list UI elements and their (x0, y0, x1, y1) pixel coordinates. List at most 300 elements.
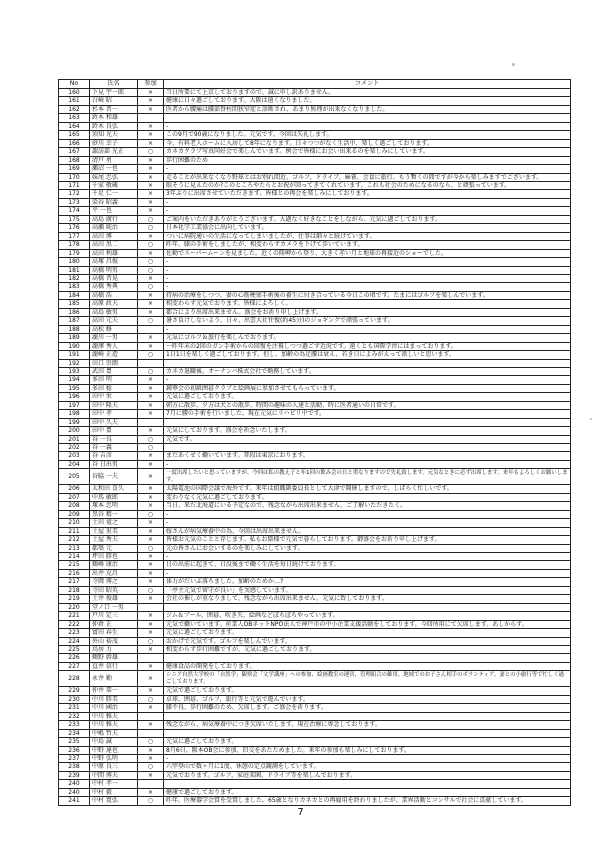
member-name: 田中 隆夫 (90, 401, 138, 409)
member-comment: - (164, 198, 571, 206)
member-name: 寺岡 博之 (90, 578, 138, 586)
row-number: 233 (59, 721, 90, 729)
member-name: 高田 博 (90, 232, 138, 240)
member-comment: 8月6日、阪本OB会に参加、旧交をあたためました。来年の参加も楽しみにしております。 (164, 746, 571, 754)
member-comment (164, 780, 571, 788)
member-comment: 暑さ負けしないよう、日々、出雲大社往復(約45分)のジョギングで頑張っています。 (164, 317, 571, 325)
attendance-mark: ○ (138, 283, 164, 291)
member-name: 中村 寛弘 (90, 797, 138, 805)
table-row (59, 620, 571, 628)
member-comment: - (164, 122, 571, 130)
member-name: 鶴野 幹雄 (90, 654, 138, 662)
header-attendance: 参加 (138, 80, 164, 89)
attendance-mark: × (138, 89, 164, 97)
member-comment: 健康に日々過ごしております。大阪は遠くなりました。 (164, 97, 571, 105)
member-name: 都築 元 (90, 544, 138, 552)
member-name: 鈴木 良弘 (90, 122, 138, 130)
member-comment: 卓球、囲碁、ゴルフ、旅行等と元気で遊んでいます。 (164, 695, 571, 703)
table-row (59, 519, 571, 527)
member-name: 土田 竜之 (90, 519, 138, 527)
table-row (59, 460, 571, 468)
member-name: 瀧澤 秀人 (90, 342, 138, 350)
member-name: 寺田 昭英 (90, 586, 138, 594)
row-number: 191 (59, 351, 90, 359)
table-row (59, 283, 571, 291)
member-name: 坪田 勝也 (90, 553, 138, 561)
row-number: 198 (59, 410, 90, 418)
member-name: 谷 一義 (90, 444, 138, 452)
table-row (59, 729, 571, 737)
table-row (59, 207, 571, 215)
member-name: 土屋 秀夫 (90, 536, 138, 544)
member-name: 高松 修 (90, 325, 138, 333)
member-comment: 会社の催しが重なりまして、残念ながら出席出来ません。元気に致しております。 (164, 595, 571, 603)
member-name: 瀧崎 正造 (90, 351, 138, 359)
member-comment: 嫁さんが病気療養中の為、今回は出席出来ません。 (164, 527, 571, 535)
attendance-mark: × (138, 536, 164, 544)
table-row (59, 629, 571, 637)
attendance-mark: × (138, 401, 164, 409)
table-row (59, 687, 571, 695)
member-name: 染谷 昭義 (90, 198, 138, 206)
member-name: 中嶋 哲夫 (90, 729, 138, 737)
table-row (59, 695, 571, 703)
table-row (59, 637, 571, 645)
member-name: 仲倉 正 (90, 620, 138, 628)
table-row (59, 274, 571, 282)
member-comment: 元の皆さんにお会いするのを楽しみにしています。 (164, 544, 571, 552)
attendance-mark: × (138, 156, 164, 164)
member-name: 谷 日出男 (90, 460, 138, 468)
member-name: 中馬 敏郎 (90, 493, 138, 501)
attendance-mark: × (138, 249, 164, 257)
attendance-mark: ○ (138, 637, 164, 645)
attendance-mark: × (138, 620, 164, 628)
attendance-mark: × (138, 771, 164, 779)
table-row (59, 771, 571, 779)
member-comment: 医者から腰痛は腰部脊柱間狭窄症と診断され、あまり無理が出来なくなりました。 (164, 105, 571, 113)
member-comment: 3年ぶりに出席させていただきます。皆様との再会を楽しみにしております。 (164, 190, 571, 198)
member-name: 田中 豊 (90, 427, 138, 435)
table-row (59, 89, 571, 97)
member-name: 高橋 明男 (90, 266, 138, 274)
table-row (59, 325, 571, 333)
table-row (59, 704, 571, 712)
member-name: 諏訪部 光正 (90, 148, 138, 156)
member-comment: 1日1日を楽しく過ごしております。但し、加齢の為足腰は衰え、若き日によみがえって欲しいと思います。 (164, 351, 571, 359)
member-comment: - (164, 569, 571, 577)
member-name: 中村 毅 (90, 788, 138, 796)
member-comment: この9月で90歳になりました。元気です。今回は失礼します。 (164, 131, 571, 139)
row-number: 203 (59, 452, 90, 460)
attendance-mark: × (138, 173, 164, 181)
member-comment: 鐘華会の初級囲碁クラブと絵画展に参加させてもらっています。 (164, 384, 571, 392)
member-comment: - (164, 460, 571, 468)
table-row (59, 122, 571, 130)
member-comment: 一昨年末の2回のガン手術からの回復を注視しつつ過ごず近況です。遠くとも国際学習にはまっております。 (164, 342, 571, 350)
row-number: 187 (59, 317, 90, 325)
row-number: 164 (59, 122, 90, 130)
row-number: 215 (59, 561, 90, 569)
member-comment: - (164, 510, 571, 518)
table-row (59, 401, 571, 409)
member-name: 中島 誠 (90, 738, 138, 746)
attendance-mark: × (138, 427, 164, 435)
member-comment: 体力がだいぶ落ちました。加齢のためか…? (164, 578, 571, 586)
attendance-mark: × (138, 687, 164, 695)
member-name: 杉本 晋一 (90, 105, 138, 113)
row-number: 241 (59, 797, 90, 805)
table-row (59, 754, 571, 762)
table-row (59, 595, 571, 603)
table-row (59, 646, 571, 654)
member-comment: カネカ退職後、オーナンバ株式会社で勤務しています。 (164, 367, 571, 375)
member-comment: 都合により出席出来ません。盛会をお祈り申し上げます。 (164, 308, 571, 316)
attendance-mark (138, 325, 164, 333)
row-number: 228 (59, 671, 90, 687)
member-comment (164, 729, 571, 737)
table-row (59, 367, 571, 375)
row-number: 166 (59, 139, 90, 147)
attendance-mark (138, 712, 164, 720)
member-name: 谷脇 一夫 (90, 469, 138, 485)
attendance-mark (138, 729, 164, 737)
member-comment: シニア自然大学校の「自然学」観察会「文学講座」への参加、絵画教室の運営、管理組合の雑用、地域でのお子さん相手のボランティア、妻との小旅行等で忙しく過ごしております。 (164, 671, 571, 687)
member-comment: - (164, 207, 571, 215)
table-row (59, 317, 571, 325)
row-number: 209 (59, 510, 90, 518)
member-comment: - (164, 553, 571, 561)
table-row (59, 435, 571, 443)
row-number: 168 (59, 156, 90, 164)
scan-speck (512, 63, 515, 66)
table-row (59, 561, 571, 569)
member-comment: 日の出前に起きて、日没後まで働く生活を毎日続けております。 (164, 561, 571, 569)
member-name: 高島 廣行 (90, 215, 138, 223)
member-name: 中村 孝一 (90, 780, 138, 788)
member-name: 田中 孝 (90, 410, 138, 418)
row-number: 174 (59, 207, 90, 215)
member-comment: 相変わらず歩行困難ですが、元気に過ごしております。 (164, 646, 571, 654)
table-row (59, 215, 571, 223)
attendance-mark: × (138, 754, 164, 762)
attendance-mark: × (138, 122, 164, 130)
row-number: 235 (59, 738, 90, 746)
attendance-mark: × (138, 646, 164, 654)
member-comment: 膝不良、歩行困難のため、欠席します。ご盛会を祈ります。 (164, 704, 571, 712)
row-number: 189 (59, 334, 90, 342)
row-number: 200 (59, 427, 90, 435)
row-number: 201 (59, 435, 90, 443)
attendance-mark: ○ (138, 351, 164, 359)
member-comment: 朝方に散歩、夕方は犬との散歩、時間の趣味の人達と活動、時に医者通いの日常です。 (164, 401, 571, 409)
table-row (59, 97, 571, 105)
member-name: 田中 栄 (90, 393, 138, 401)
row-number: 206 (59, 485, 90, 493)
attendance-mark: ○ (138, 544, 164, 552)
row-number: 162 (59, 105, 90, 113)
member-name: 中間 博夫 (90, 771, 138, 779)
table-row (59, 746, 571, 754)
attendance-mark: × (138, 97, 164, 105)
member-name: 多田 明 (90, 376, 138, 384)
table-row (59, 139, 571, 147)
table-row (59, 351, 571, 359)
member-name: 中川 勝美 (90, 695, 138, 703)
member-comment: 持病の治療をしつつ、妻の心筋梗塞手術後の養生に付き合っている今日この頃です。たまにはゴルフを楽しんでいます。 (164, 291, 571, 299)
attendance-mark: ○ (138, 215, 164, 223)
table-row (59, 510, 571, 518)
attendance-mark: × (138, 410, 164, 418)
attendance-mark (138, 359, 164, 367)
table-row (59, 148, 571, 156)
table-row (59, 198, 571, 206)
table-row (59, 427, 571, 435)
attendance-mark: ○ (138, 241, 164, 249)
row-number: 232 (59, 712, 90, 720)
table-row (59, 578, 571, 586)
member-name: 千家 敬蔵 (90, 181, 138, 189)
table-row (59, 721, 571, 729)
row-number: 214 (59, 553, 90, 561)
attendance-mark: × (138, 334, 164, 342)
attendance-mark: × (138, 746, 164, 754)
member-name: 黒谷 精一 (90, 510, 138, 518)
row-number: 196 (59, 393, 90, 401)
table-row (59, 181, 571, 189)
member-comment: - (164, 258, 571, 266)
table-row (59, 131, 571, 139)
attendance-mark: × (138, 139, 164, 147)
attendance-mark: ○ (138, 738, 164, 746)
row-number: 194 (59, 376, 90, 384)
table-row (59, 586, 571, 594)
attendance-mark: ○ (138, 367, 164, 375)
attendance-mark: × (138, 165, 164, 173)
member-name: 外山 裕茂 (90, 637, 138, 645)
member-name: 土屋 重美 (90, 527, 138, 535)
roster-sheet (58, 79, 570, 806)
member-name: 瀧川 一男 (90, 334, 138, 342)
row-number: 184 (59, 291, 90, 299)
member-name: 中川 雅夫 (90, 712, 138, 720)
row-number: 171 (59, 181, 90, 189)
member-name: 田中 久夫 (90, 418, 138, 426)
row-number: 186 (59, 308, 90, 316)
member-comment: まだあくせく働いています。普段は東京におります。 (164, 452, 571, 460)
member-name: 妹尾 忠弘 (90, 173, 138, 181)
attendance-mark: × (138, 232, 164, 240)
member-name: 高田 黒二 (90, 241, 138, 249)
member-comment: ジム＆プール、囲碁、吹き矢、絵画などぼちぼちやっています。 (164, 612, 571, 620)
member-name: 仲井 恭一 (90, 687, 138, 695)
member-name: 谷 吉彦 (90, 452, 138, 460)
attendance-mark: × (138, 300, 164, 308)
member-name: 中川 國治 (90, 704, 138, 712)
member-name: 須知 光夫 (90, 131, 138, 139)
table-row (59, 359, 571, 367)
member-name: 高原 政夫 (90, 300, 138, 308)
table-row (59, 156, 571, 164)
table-row (59, 190, 571, 198)
member-name: 永井 勤 (90, 671, 138, 687)
member-comment: ついに病院通いの生活になってしまいましたが、仕事は細々と続けています。 (164, 232, 571, 240)
table-row (59, 712, 571, 720)
table-row (59, 300, 571, 308)
member-comment: カネカクラブ写真同好会で楽しんでいます。例会で皆様にお会い出来るのを楽しみにしています。 (164, 148, 571, 156)
table-row (59, 493, 571, 501)
attendance-mark (138, 418, 164, 426)
row-number: 207 (59, 493, 90, 501)
attendance-mark: × (138, 342, 164, 350)
table-row (59, 780, 571, 788)
attendance-mark: × (138, 460, 164, 468)
attendance-mark: × (138, 198, 164, 206)
member-comment: 元気で過ごしております。 (164, 687, 571, 695)
row-number: 225 (59, 646, 90, 654)
member-comment (164, 418, 571, 426)
attendance-mark: ○ (138, 224, 164, 232)
member-name: 砂川 幸子 (90, 139, 138, 147)
member-comment: 日本化学工業協会に出向しています。 (164, 224, 571, 232)
attendance-mark: × (138, 274, 164, 282)
attendance-mark: ○ (138, 444, 164, 452)
row-number: 185 (59, 300, 90, 308)
member-comment: 残念ながら、病気療養中につき欠席いたします。現在治療に専念しております。 (164, 721, 571, 729)
table-row (59, 553, 571, 561)
attendance-mark: × (138, 291, 164, 299)
member-name: 平 一也 (90, 207, 138, 215)
table-row (59, 536, 571, 544)
attendance-mark: × (138, 131, 164, 139)
row-number: 173 (59, 198, 90, 206)
attendance-mark: × (138, 721, 164, 729)
table-row (59, 376, 571, 384)
row-number: 175 (59, 215, 90, 223)
member-name: 土井 俊雄 (90, 595, 138, 603)
row-number: 213 (59, 544, 90, 552)
row-number: 211 (59, 527, 90, 535)
row-number: 229 (59, 687, 90, 695)
row-number: 182 (59, 274, 90, 282)
row-number: 163 (59, 114, 90, 122)
attendance-mark: ○ (138, 258, 164, 266)
member-comment: 元気にゴルフ＆旅行を楽しんでおります。 (164, 334, 571, 342)
member-name: 高橋 浩 (90, 291, 138, 299)
member-name: 直井 信行 (90, 662, 138, 670)
attendance-mark: × (138, 561, 164, 569)
row-number: 181 (59, 266, 90, 274)
row-number: 172 (59, 190, 90, 198)
member-comment: おかげで元気です。ゴルフを楽しんでいます。 (164, 637, 571, 645)
member-comment: - (164, 325, 571, 333)
table-row (59, 469, 571, 485)
attendance-mark (138, 114, 164, 122)
row-number: 223 (59, 629, 90, 637)
table-row (59, 224, 571, 232)
member-comment: 元気に過ごしております。 (164, 629, 571, 637)
attendance-mark: × (138, 671, 164, 687)
attendance-mark: ○ (138, 797, 164, 805)
member-name: 鈴木 和雄 (90, 114, 138, 122)
member-name: 高塚 昌俊 (90, 258, 138, 266)
attendance-mark: × (138, 662, 164, 670)
row-number: 183 (59, 283, 90, 291)
member-comment: 皆様お元気のことと存じます。私もお陰様で元気で暮らしております。御盛会をお祈り申し上げます。 (164, 536, 571, 544)
row-number: 238 (59, 763, 90, 771)
attendance-mark: ○ (138, 435, 164, 443)
attendance-mark: ○ (138, 695, 164, 703)
member-comment: 健康食品の開発をしております。 (164, 662, 571, 670)
member-comment: 変わりなく元気に過ごしております。 (164, 493, 571, 501)
row-number: 179 (59, 249, 90, 257)
row-number: 230 (59, 695, 90, 703)
member-name: 高橋 晋晃 (90, 274, 138, 282)
table-header-row (59, 80, 571, 89)
member-name: 下見 宇一郎 (90, 89, 138, 97)
row-number: 221 (59, 612, 90, 620)
table-body (59, 89, 571, 806)
member-comment: 7月に腰の手術を行いました。現在元気にリハビリ中です。 (164, 410, 571, 418)
attendance-mark: × (138, 469, 164, 485)
member-name: 中川 雅夫 (90, 721, 138, 729)
member-comment (164, 444, 571, 452)
table-row (59, 418, 571, 426)
member-name: 高田 元夫 (90, 317, 138, 325)
row-number: 240 (59, 788, 90, 796)
row-number: 219 (59, 595, 90, 603)
member-name: 塚本 忠明 (90, 502, 138, 510)
member-name: 高瀬 純治 (90, 224, 138, 232)
member-comment: 歩行困難のため (164, 156, 571, 164)
member-comment: 今、有料老人ホームに入居して8年になります。日々つつがなく生活中、楽しく過ごしております。 (164, 139, 571, 147)
row-number: 195 (59, 384, 90, 392)
attendance-mark (138, 654, 164, 662)
attendance-mark: × (138, 578, 164, 586)
member-name: 高田 利雄 (90, 249, 138, 257)
attendance-mark: × (138, 393, 164, 401)
table-row (59, 444, 571, 452)
row-number: 226 (59, 654, 90, 662)
attendance-mark: ○ (138, 763, 164, 771)
row-number: 234 (59, 729, 90, 737)
row-number: 180 (59, 258, 90, 266)
table-row (59, 249, 571, 257)
table-row (59, 502, 571, 510)
table-row (59, 342, 571, 350)
table-row (59, 738, 571, 746)
attendance-mark: ○ (138, 148, 164, 156)
member-comment: 元気に過ごしております。 (164, 738, 571, 746)
table-row (59, 173, 571, 181)
member-name: 谷 一良 (90, 435, 138, 443)
member-comment: 太陽電池の国際会議で海外です。来年は組織副委員長として大津で開催しますので、しばらく忙しいです。 (164, 485, 571, 493)
row-number: 218 (59, 586, 90, 594)
member-comment: 相変わらず元気でおります。皆様によろしく。 (164, 300, 571, 308)
member-name: 瀬沼 一也 (90, 165, 138, 173)
row-number: 202 (59, 444, 90, 452)
table-row (59, 452, 571, 460)
row-number: 205 (59, 469, 90, 485)
member-comment: 「亭主元気で留守が良い」を実感しています。 (164, 586, 571, 594)
member-comment: - (164, 165, 571, 173)
attendance-mark: × (138, 553, 164, 561)
attendance-mark: × (138, 376, 164, 384)
attendance-mark (138, 780, 164, 788)
table-row (59, 671, 571, 687)
header-no: No (59, 80, 90, 89)
row-number: 220 (59, 603, 90, 611)
